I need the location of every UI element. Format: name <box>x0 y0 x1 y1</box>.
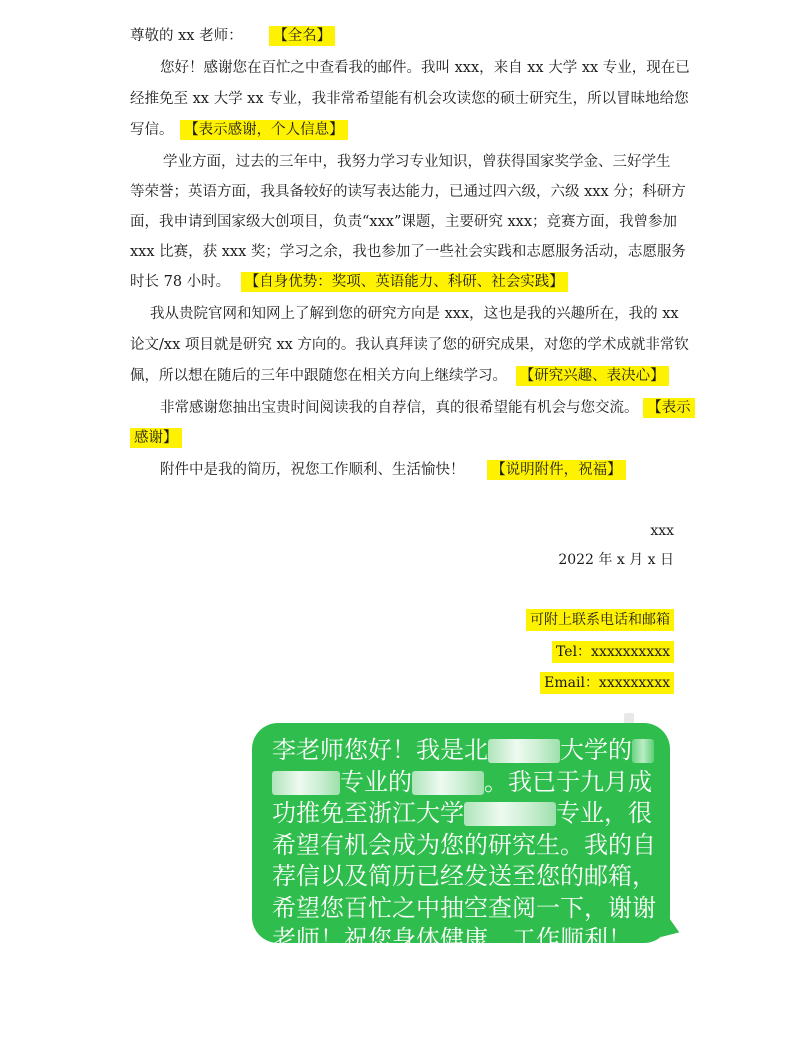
tag-thanks-info: 【表示感谢，个人信息】 <box>180 120 348 140</box>
contact-note <box>526 610 674 630</box>
redacted-text <box>488 739 560 763</box>
p2-line-5-text: 时长 78 小时。 <box>130 274 231 290</box>
message-line-3 <box>272 798 652 830</box>
p4-line-1 <box>160 398 695 418</box>
message-line-6: 希望您百忙之中抽空查阅一下，谢谢 <box>272 893 656 922</box>
p5-line-1-text: 附件中是我的简历，祝您工作顺利、生活愉快！ <box>160 462 465 478</box>
contact-email-text: Email：xxxxxxxxx <box>540 672 674 694</box>
message-line-5: 荐信以及简历已经发送至您的邮箱， <box>272 862 656 890</box>
p3-line-1: 我从贵院官网和知网上了解到您的研究方向是 xxx，这也是我的兴趣所在，我的 xx <box>150 306 679 322</box>
p2-line-3: 面，我申请到国家级大创项目，负责“xxx”课题，主要研究 xxx；竞赛方面，我曾参加 <box>130 214 677 230</box>
tag-attachment: 【说明附件，祝福】 <box>487 460 626 480</box>
p2-line-1: 学业方面，过去的三年中，我努力学习专业知识，曾获得国家奖学金、三好学生 <box>163 154 671 170</box>
redacted-text <box>464 802 556 826</box>
message-line-1-b: 大学的 <box>560 736 632 764</box>
message-line-2-a: 专业的 <box>340 767 412 796</box>
tag-interest: 【研究兴趣、表决心】 <box>516 366 669 386</box>
p1-line-1: 您好！感谢您在百忙之中查看我的邮件。我叫 xxx，来自 xx 大学 xx 专业，现在已 <box>160 60 690 76</box>
message-line-7: 老师！祝您身体健康、工作顺利！ <box>272 925 632 953</box>
p1-line-3 <box>130 120 348 140</box>
signature: xxx <box>650 523 674 539</box>
contact-tel <box>552 642 674 662</box>
message-line-2-b: 。我已于九月成 <box>484 767 652 796</box>
redacted-text <box>272 771 340 795</box>
contact-tel-text: Tel：xxxxxxxxxx <box>552 641 674 663</box>
tag-full-name: 【全名】 <box>269 26 335 46</box>
tag-thanks-part-b: 感谢】 <box>130 428 182 448</box>
greeting-text: 尊敬的 xx 老师： <box>130 28 243 44</box>
p3-line-2: 论文/xx 项目就是研究 xx 方向的。我认真拜读了您的研究成果，对您的学术成就非常钦 <box>130 337 689 353</box>
message-line-3-b: 专业，很 <box>556 799 652 827</box>
redacted-text <box>632 739 654 763</box>
contact-note-text: 可附上联系电话和邮箱 <box>526 609 674 631</box>
message-line-4: 希望有机会成为您的研究生。我的自 <box>272 830 656 859</box>
tag-strengths: 【自身优势：奖项、英语能力、科研、社会实践】 <box>241 272 568 292</box>
greeting-line <box>130 26 335 46</box>
chat-message-bubble <box>252 723 670 953</box>
p3-line-3 <box>130 366 669 386</box>
message-line-1-a: 李老师您好！我是北 <box>272 736 488 764</box>
message-line-3-a: 功推免至浙江大学 <box>272 799 464 827</box>
message-line-2 <box>272 767 652 799</box>
letter-date: 2022 年 x 月 x 日 <box>558 552 674 568</box>
p3-line-3-text: 佩，所以想在随后的三年中跟随您在相关方向上继续学习。 <box>130 368 507 384</box>
p5-line-1 <box>160 460 626 480</box>
contact-email <box>540 673 674 693</box>
p2-line-2: 等荣誉；英语方面，我具备较好的读写表达能力，已通过四六级，六级 xxx 分；科研方 <box>130 184 686 200</box>
tag-thanks-part-a: 【表示 <box>643 398 695 418</box>
message-line-1 <box>272 735 652 767</box>
p2-line-4: xxx 比赛，获 xxx 奖；学习之余，我也参加了一些社会实践和志愿服务活动，志愿服务 <box>130 244 686 260</box>
p2-line-5 <box>130 272 568 292</box>
p4-line-2 <box>130 428 182 448</box>
p1-line-3-text: 写信。 <box>130 122 174 138</box>
redacted-text <box>412 771 484 795</box>
p1-line-2: 经推免至 xx 大学 xx 专业，我非常希望能有机会攻读您的硕士研究生，所以冒昧地给您 <box>130 91 689 107</box>
p4-line-1-text: 非常感谢您抽出宝贵时间阅读我的自荐信，真的很希望能有机会与您交流。 <box>160 400 639 416</box>
